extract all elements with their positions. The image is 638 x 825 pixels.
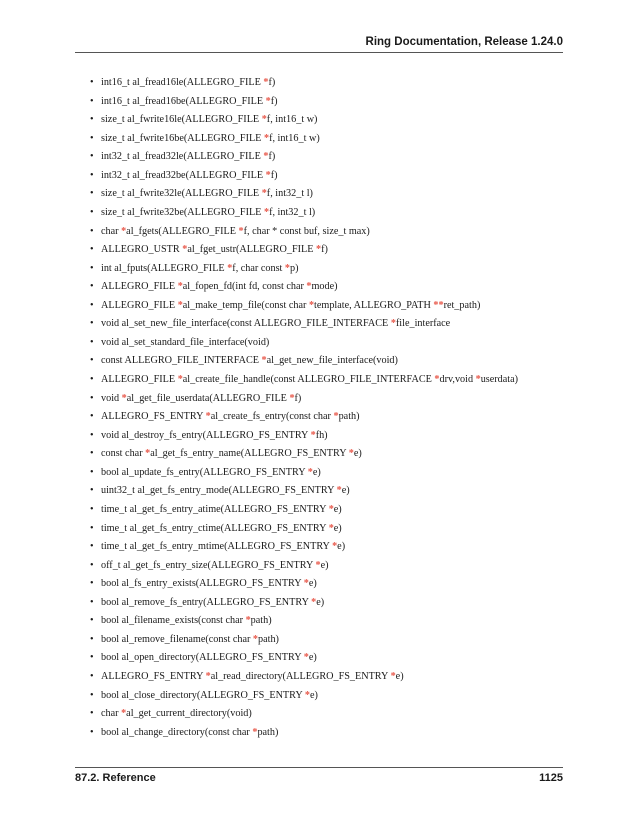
signature-text: e) — [320, 559, 329, 571]
signature-text: bool al_change_directory(const char — [101, 726, 253, 738]
function-signature-item — [90, 503, 570, 516]
signature-text: template, ALLEGRO_PATH — [314, 299, 434, 311]
document-title: Ring Documentation, Release 1.24.0 — [365, 36, 563, 48]
bullet-icon: • — [90, 559, 94, 571]
signature-text: int32_t al_fread32be(ALLEGRO_FILE — [101, 169, 266, 181]
bullet-icon: • — [90, 151, 94, 163]
pointer-operator: * — [121, 708, 127, 720]
signature-text: al_create_fs_entry(const char — [210, 411, 334, 423]
signature-text: mode) — [311, 281, 338, 293]
bullet-icon: • — [90, 392, 94, 404]
function-signature-item — [90, 651, 570, 664]
signature-text: const ALLEGRO_FILE_INTERFACE — [101, 355, 262, 367]
signature-text: p) — [290, 262, 299, 274]
signature-text: f) — [321, 244, 328, 256]
pointer-operator: * — [311, 596, 317, 608]
function-signature-item — [90, 317, 570, 330]
signature-text: al_get_current_directory(void) — [126, 708, 252, 720]
bullet-icon: • — [90, 411, 94, 423]
pointer-operator: * — [390, 671, 396, 682]
function-signature-item — [90, 466, 570, 479]
signature-text: f) — [268, 151, 276, 163]
signature-text: ret_path) — [443, 299, 481, 311]
signature-text: path) — [257, 726, 279, 738]
function-signature-item — [90, 95, 570, 108]
signature-text: drv,void — [439, 374, 476, 385]
pointer-operator: * — [289, 392, 295, 404]
function-signature-item — [90, 707, 570, 720]
bullet-icon: • — [90, 281, 94, 293]
signature-text: ALLEGRO_FILE — [101, 374, 178, 385]
signature-text: f) — [270, 95, 278, 107]
pointer-operator: * — [332, 541, 338, 553]
pointer-operator: ** — [433, 299, 444, 311]
header-divider — [75, 52, 563, 53]
function-signature-item — [90, 187, 570, 200]
pointer-operator: * — [304, 689, 311, 701]
pointer-operator: * — [328, 522, 334, 534]
signature-text: e) — [308, 578, 317, 590]
signature-text: al_make_temp_file(const char — [182, 299, 309, 311]
signature-text: al_get_file_userdata(ALLEGRO_FILE — [126, 392, 290, 404]
pointer-operator: * — [182, 244, 188, 256]
pointer-operator: * — [261, 355, 267, 367]
function-signature-item — [90, 447, 570, 460]
function-signature-item — [90, 373, 570, 386]
signature-text: bool al_close_directory(ALLEGRO_FS_ENTRY — [101, 689, 305, 701]
signature-text: path) — [338, 411, 360, 423]
signature-text: f) — [270, 169, 278, 181]
signature-text: char — [101, 708, 122, 720]
signature-text: f) — [294, 392, 302, 404]
signature-text: e) — [333, 503, 342, 515]
bullet-icon: • — [90, 95, 94, 107]
signature-text: bool al_update_fs_entry(ALLEGRO_FS_ENTRY — [101, 466, 308, 478]
bullet-icon: • — [90, 615, 94, 627]
function-signature-item — [90, 76, 570, 89]
pointer-operator: * — [263, 151, 269, 163]
bullet-icon: • — [90, 299, 94, 311]
pointer-operator: * — [121, 392, 127, 404]
signature-text: bool al_remove_filename(const char — [101, 633, 253, 645]
function-signature-item — [90, 336, 570, 349]
pointer-operator: * — [475, 374, 481, 385]
function-signature-item — [90, 262, 570, 275]
signature-text: bool al_open_directory(ALLEGRO_FS_ENTRY — [101, 652, 304, 664]
pointer-operator: * — [177, 281, 183, 293]
function-signature-item — [90, 150, 570, 163]
pointer-operator: * — [263, 206, 270, 218]
signature-text: path) — [258, 633, 279, 645]
pointer-operator: * — [316, 244, 322, 256]
signature-text: void al_destroy_fs_entry(ALLEGRO_FS_ENTRY — [101, 429, 311, 441]
signature-text: e) — [308, 652, 317, 664]
signature-text: e) — [337, 541, 346, 553]
signature-text: al_fget_ustr(ALLEGRO_FILE — [187, 244, 317, 256]
function-signature-item — [90, 559, 570, 572]
bullet-icon: • — [90, 355, 94, 367]
pointer-operator: * — [205, 671, 211, 682]
function-signature-item — [90, 596, 570, 609]
signature-text: size_t al_fwrite16le(ALLEGRO_FILE — [101, 114, 262, 126]
pointer-operator: * — [306, 281, 312, 293]
bullet-icon: • — [90, 374, 94, 385]
signature-text: size_t al_fwrite32be(ALLEGRO_FILE — [101, 206, 264, 218]
signature-text: userdata) — [480, 374, 519, 385]
signature-text: al_get_new_file_interface(void) — [266, 355, 398, 367]
pointer-operator: * — [265, 95, 271, 107]
pointer-operator: * — [121, 225, 127, 237]
signature-text: e) — [353, 448, 362, 460]
signature-text: int32_t al_fread32le(ALLEGRO_FILE — [101, 151, 264, 163]
pointer-operator: * — [328, 503, 334, 515]
signature-text: al_fgets(ALLEGRO_FILE — [126, 225, 239, 237]
pointer-operator: * — [307, 466, 313, 478]
bullet-icon: • — [90, 206, 94, 218]
signature-text: f, char * const buf, size_t max) — [243, 225, 370, 237]
pointer-operator: * — [390, 318, 396, 330]
bullet-icon: • — [90, 726, 94, 738]
bullet-icon: • — [90, 169, 94, 181]
signature-text: void al_set_standard_file_interface(void) — [101, 336, 270, 348]
signature-text: size_t al_fwrite16be(ALLEGRO_FILE — [101, 132, 264, 144]
signature-text: uint32_t al_get_fs_entry_mode(ALLEGRO_FS_ENTRY — [101, 485, 337, 497]
function-signature-item — [90, 726, 570, 739]
function-signature-item — [90, 206, 570, 219]
signature-text: time_t al_get_fs_entry_ctime(ALLEGRO_FS_ENTRY — [101, 522, 329, 534]
pointer-operator: * — [315, 559, 321, 571]
signature-text: f, int16_t w) — [269, 132, 320, 144]
function-signature-item — [90, 169, 570, 182]
bullet-icon: • — [90, 132, 94, 144]
signature-text: f) — [268, 77, 276, 88]
function-signature-item — [90, 522, 570, 535]
signature-text: al_read_directory(ALLEGRO_FS_ENTRY — [210, 671, 391, 682]
footer-section: 87.2. Reference — [75, 772, 156, 784]
signature-text: ALLEGRO_FILE — [101, 281, 178, 293]
bullet-icon: • — [90, 652, 94, 664]
signature-text: ALLEGRO_USTR — [101, 244, 183, 256]
signature-text: ALLEGRO_FILE — [101, 299, 178, 311]
pointer-operator: * — [265, 169, 271, 181]
signature-text: al_fopen_fd(int fd, const char — [182, 281, 307, 293]
function-signature-item — [90, 280, 570, 293]
signature-text: e) — [310, 689, 318, 701]
bullet-icon: • — [90, 77, 94, 88]
pointer-operator: * — [205, 411, 211, 423]
bullet-icon: • — [90, 671, 94, 682]
signature-text: f, char const — [232, 262, 285, 274]
signature-text: al_create_file_handle(const ALLEGRO_FILE_INTERFACE — [182, 374, 435, 385]
bullet-icon: • — [90, 225, 94, 237]
signature-text: bool al_remove_fs_entry(ALLEGRO_FS_ENTRY — [101, 596, 312, 608]
pointer-operator: * — [303, 578, 309, 590]
bullet-icon: • — [90, 448, 94, 460]
function-list — [90, 76, 570, 739]
signature-text: e) — [316, 596, 325, 608]
page-number: 1125 — [539, 772, 563, 784]
function-signature-item — [90, 540, 570, 553]
function-signature-item — [90, 392, 570, 405]
bullet-icon: • — [90, 596, 94, 608]
bullet-icon: • — [90, 244, 94, 256]
bullet-icon: • — [90, 708, 94, 720]
signature-text: fh) — [315, 429, 328, 441]
pointer-operator: * — [252, 726, 258, 738]
signature-text: int16_t al_fread16be(ALLEGRO_FILE — [101, 95, 266, 107]
pointer-operator: * — [284, 262, 291, 274]
signature-text: f, int16_t w) — [266, 114, 318, 126]
signature-text: bool al_fs_entry_exists(ALLEGRO_FS_ENTRY — [101, 578, 304, 590]
signature-text: e) — [312, 466, 321, 478]
signature-text: bool al_filename_exists(const char — [101, 615, 246, 627]
bullet-icon: • — [90, 262, 94, 274]
function-signature-item — [90, 243, 570, 256]
bullet-icon: • — [90, 336, 94, 348]
signature-text: file_interface — [395, 318, 451, 330]
function-signature-item — [90, 577, 570, 590]
signature-text: const char — [101, 448, 146, 460]
signature-text: void al_set_new_file_interface(const ALLEGRO_FILE_INTERFACE — [101, 318, 391, 330]
function-signature-item — [90, 410, 570, 423]
signature-text: int al_fputs(ALLEGRO_FILE — [101, 262, 228, 274]
function-signature-item — [90, 614, 570, 627]
bullet-icon: • — [90, 578, 94, 590]
function-signature-item — [90, 689, 570, 702]
pointer-operator: * — [177, 299, 183, 311]
signature-text: time_t al_get_fs_entry_mtime(ALLEGRO_FS_ENTRY — [101, 541, 333, 553]
signature-text: f, int32_t l) — [269, 206, 316, 218]
pointer-operator: * — [177, 374, 183, 385]
pointer-operator: * — [245, 615, 251, 627]
pointer-operator: * — [263, 77, 269, 88]
function-signature-item — [90, 484, 570, 497]
signature-text: e) — [341, 485, 350, 497]
signature-text: e) — [333, 522, 342, 534]
pointer-operator: * — [310, 429, 316, 441]
pointer-operator: * — [145, 448, 151, 460]
pointer-operator: * — [261, 188, 267, 200]
function-signature-item — [90, 132, 570, 145]
signature-text: path) — [250, 615, 272, 627]
bullet-icon: • — [90, 188, 94, 200]
bullet-icon: • — [90, 114, 94, 126]
page-content — [90, 76, 570, 744]
bullet-icon: • — [90, 485, 94, 497]
signature-text: int16_t al_fread16le(ALLEGRO_FILE — [101, 77, 264, 88]
pointer-operator: * — [238, 225, 244, 237]
signature-text: size_t al_fwrite32le(ALLEGRO_FILE — [101, 188, 262, 200]
signature-text: ALLEGRO_FS_ENTRY — [101, 411, 206, 423]
signature-text: f, int32_t l) — [266, 188, 313, 200]
signature-text: al_get_fs_entry_name(ALLEGRO_FS_ENTRY — [150, 448, 349, 460]
function-signature-item — [90, 633, 570, 646]
signature-text: ALLEGRO_FS_ENTRY — [101, 671, 206, 682]
pointer-operator: * — [308, 299, 315, 311]
signature-text: time_t al_get_fs_entry_atime(ALLEGRO_FS_ENTRY — [101, 503, 329, 515]
function-signature-item — [90, 113, 570, 126]
signature-text: char — [101, 225, 122, 237]
pointer-operator: * — [261, 114, 267, 126]
function-signature-item — [90, 354, 570, 367]
pointer-operator: * — [252, 633, 258, 645]
bullet-icon: • — [90, 318, 94, 330]
bullet-icon: • — [90, 466, 94, 478]
signature-text: e) — [395, 671, 404, 682]
function-signature-item — [90, 299, 570, 312]
function-signature-item — [90, 670, 570, 683]
pointer-operator: * — [348, 448, 354, 460]
bullet-icon: • — [90, 522, 94, 534]
bullet-icon: • — [90, 503, 94, 515]
function-signature-item — [90, 225, 570, 238]
pointer-operator: * — [336, 485, 342, 497]
signature-text: void — [101, 392, 122, 404]
function-signature-item — [90, 429, 570, 442]
bullet-icon: • — [90, 429, 94, 441]
pointer-operator: * — [434, 374, 440, 385]
bullet-icon: • — [90, 633, 94, 645]
pointer-operator: * — [227, 262, 233, 274]
pointer-operator: * — [303, 652, 309, 664]
footer-divider — [75, 767, 563, 768]
pointer-operator: * — [263, 132, 270, 144]
pointer-operator: * — [333, 411, 339, 423]
bullet-icon: • — [90, 541, 94, 553]
bullet-icon: • — [90, 689, 94, 701]
signature-text: off_t al_get_fs_entry_size(ALLEGRO_FS_ENTRY — [101, 559, 316, 571]
